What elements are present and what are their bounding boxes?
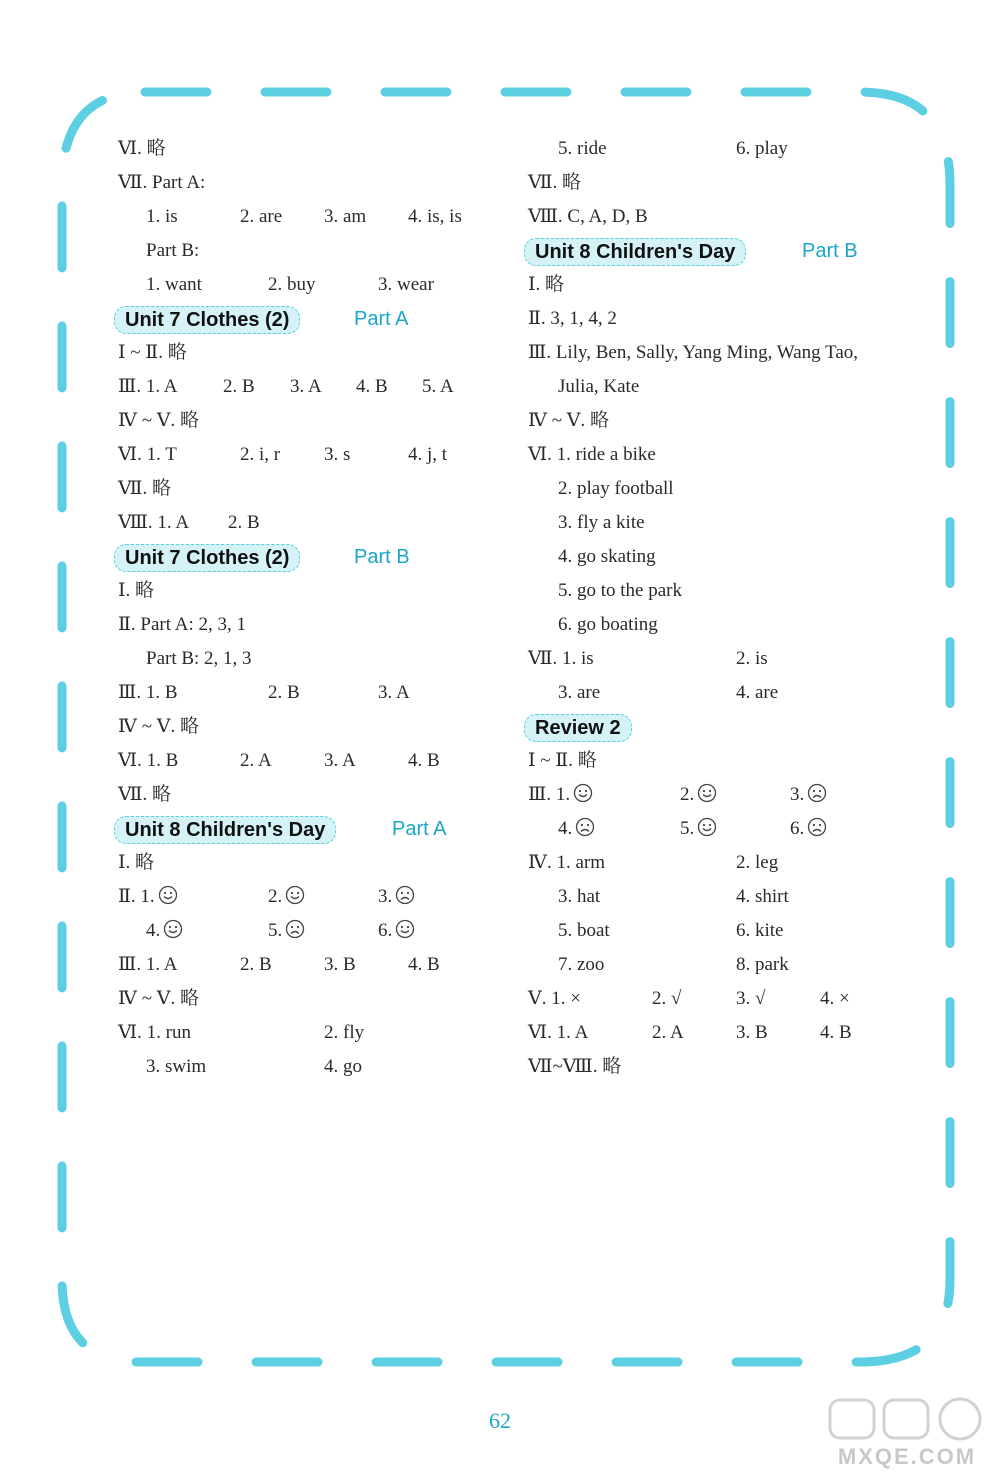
answer-text: Ⅵ. 1. run	[118, 1022, 191, 1043]
answer-item	[652, 1016, 684, 1050]
answer-item	[558, 608, 658, 642]
answer-line	[118, 234, 508, 268]
answer-item	[736, 948, 789, 982]
answer-text: Ⅶ. 略	[528, 172, 582, 193]
answer-line	[528, 676, 928, 710]
smiley-face-icon	[573, 781, 593, 815]
answer-text: 2. A	[240, 750, 272, 771]
answer-text: 6. play	[736, 138, 788, 159]
answer-line	[118, 846, 508, 880]
answer-text: 6. go boating	[558, 614, 658, 635]
answer-item	[528, 268, 564, 302]
answer-text: 3. fly a kite	[558, 512, 645, 533]
answer-item	[736, 846, 778, 880]
right-column	[528, 132, 928, 1084]
answer-text: 4. ×	[820, 988, 850, 1009]
answer-item	[118, 404, 199, 438]
answer-line	[118, 880, 508, 914]
answer-line	[528, 812, 928, 846]
answer-item	[378, 268, 434, 302]
answer-line	[118, 778, 508, 812]
answer-item	[118, 846, 154, 880]
answer-item	[558, 812, 595, 849]
part-label: Part B	[802, 240, 858, 262]
answer-line	[528, 370, 928, 404]
smiley-face-icon	[158, 883, 178, 917]
answer-text: 4. is, is	[408, 206, 462, 227]
answer-text: 4. j, t	[408, 444, 448, 465]
answer-text: 4. B	[408, 750, 440, 771]
answer-item	[652, 982, 681, 1016]
answer-text: Part B:	[146, 240, 200, 261]
answer-item	[528, 778, 593, 815]
answer-text: 7. zoo	[558, 954, 605, 975]
answer-text: Ⅶ. Part A:	[118, 172, 206, 193]
answer-item	[324, 1016, 364, 1050]
answer-item	[408, 438, 447, 472]
answer-item	[736, 982, 765, 1016]
answer-text: Ⅳ. 1. arm	[528, 852, 606, 873]
answer-text: 3. B	[736, 1022, 768, 1043]
answer-line	[528, 846, 928, 880]
answer-item	[408, 200, 462, 234]
section-heading	[118, 812, 508, 846]
answer-text: 4. B	[820, 1022, 852, 1043]
answer-text: 3. A	[324, 750, 356, 771]
answer-text: 4. B	[356, 376, 388, 397]
answer-line	[528, 472, 928, 506]
answer-item	[118, 438, 177, 472]
answer-item	[118, 880, 178, 917]
answer-text: Ⅵ. 1. T	[118, 444, 177, 465]
answer-text: Ⅰ. 略	[118, 852, 155, 873]
left-column	[118, 132, 508, 1084]
answer-line	[118, 710, 508, 744]
answer-item	[558, 914, 610, 948]
answer-item	[736, 676, 778, 710]
answer-text: Ⅲ. Lily, Ben, Sally, Yang Ming, Wang Tao,	[528, 342, 859, 363]
answer-text: 2.	[268, 886, 283, 907]
answer-item	[736, 642, 768, 676]
section-heading	[528, 234, 928, 268]
answer-text: Ⅶ. 略	[118, 478, 172, 499]
answer-item	[558, 948, 604, 982]
answer-text: 3. A	[290, 376, 322, 397]
answer-line	[528, 302, 928, 336]
answer-text: Ⅴ. 1. ×	[528, 988, 581, 1009]
answer-text: 5. A	[422, 376, 454, 397]
answer-line	[118, 1050, 508, 1084]
answer-item	[558, 506, 645, 540]
answer-item	[736, 914, 784, 948]
answer-item	[736, 880, 789, 914]
answer-item	[558, 676, 600, 710]
answer-item	[118, 744, 178, 778]
answer-item	[680, 812, 717, 849]
answer-line	[118, 574, 508, 608]
answer-text: Ⅷ. 1. A	[118, 512, 190, 533]
answer-line	[528, 200, 928, 234]
answer-item	[408, 948, 440, 982]
answer-item	[820, 1016, 852, 1050]
answer-line	[528, 336, 928, 370]
answer-item	[240, 438, 280, 472]
answer-text: 2. B	[268, 682, 300, 703]
answer-line	[528, 608, 928, 642]
smiley-face-icon	[285, 883, 305, 917]
answer-item	[528, 302, 617, 336]
answer-item	[290, 370, 322, 404]
answer-text: 2. play football	[558, 478, 674, 499]
answer-item	[324, 438, 350, 472]
answer-line	[528, 404, 928, 438]
answer-text: 3. are	[558, 682, 601, 703]
answer-item	[146, 234, 199, 268]
answer-line	[118, 1016, 508, 1050]
answer-text: 2.	[680, 784, 695, 805]
answer-line	[528, 132, 928, 166]
answer-item	[528, 744, 597, 778]
answer-item	[118, 506, 189, 540]
answer-text: Ⅲ. 1. B	[118, 682, 178, 703]
answer-text: Ⅲ. 1.	[528, 784, 571, 805]
answer-item	[378, 914, 415, 951]
page-number: 62	[489, 1408, 511, 1433]
answer-item	[680, 778, 717, 815]
sad-face-icon	[807, 815, 827, 849]
answer-text: 3. wear	[378, 274, 434, 295]
answer-item	[118, 472, 171, 506]
answer-text: Ⅶ. 1. is	[528, 648, 594, 669]
answer-item	[240, 200, 282, 234]
answer-item	[146, 642, 252, 676]
answer-item	[146, 200, 178, 234]
answer-line	[118, 642, 508, 676]
answer-item	[118, 982, 199, 1016]
answer-line	[118, 370, 508, 404]
smiley-face-icon	[163, 917, 183, 951]
answer-item	[378, 676, 410, 710]
answer-item	[223, 370, 255, 404]
answer-line	[528, 506, 928, 540]
unit-title-badge: Unit 8 Children's Day	[114, 816, 336, 844]
answer-text: Ⅵ. 1. ride a bike	[528, 444, 656, 465]
answer-text: 3. hat	[558, 886, 601, 907]
answer-item	[146, 1050, 206, 1084]
answer-text: 2. fly	[324, 1022, 365, 1043]
answer-text: 2. is	[736, 648, 768, 669]
answer-line	[528, 880, 928, 914]
answer-line	[118, 506, 508, 540]
answer-item	[324, 1050, 362, 1084]
answer-line	[118, 268, 508, 302]
answer-item	[378, 880, 415, 917]
answer-text: Ⅶ~Ⅷ. 略	[528, 1056, 622, 1077]
unit-title-badge: Review 2	[524, 714, 632, 742]
answer-item	[528, 166, 581, 200]
answer-text: 2. i, r	[240, 444, 281, 465]
answer-text: 3.	[790, 784, 805, 805]
answer-line	[118, 166, 508, 200]
answer-text: 1. want	[146, 274, 202, 295]
answer-item	[528, 642, 594, 676]
sad-face-icon	[807, 781, 827, 815]
answer-text: Ⅰ ~ Ⅱ. 略	[118, 342, 187, 363]
answer-line	[118, 336, 508, 370]
answer-item	[528, 404, 609, 438]
answer-line	[528, 540, 928, 574]
answer-line	[528, 914, 928, 948]
answer-text: Ⅶ. 略	[118, 784, 172, 805]
answer-text: 4.	[146, 920, 161, 941]
answer-text: 6.	[378, 920, 393, 941]
answer-line	[528, 438, 928, 472]
answer-line	[118, 404, 508, 438]
answer-text: 5. boat	[558, 920, 610, 941]
answer-line	[528, 1016, 928, 1050]
answer-text: 3.	[378, 886, 393, 907]
answer-item	[146, 268, 202, 302]
answer-text: 2. B	[240, 954, 272, 975]
answer-item	[736, 1016, 768, 1050]
unit-title-badge: Unit 8 Children's Day	[524, 238, 746, 266]
answer-text: 3. B	[324, 954, 356, 975]
answer-item	[228, 506, 260, 540]
answer-item	[118, 574, 154, 608]
answer-item	[118, 1016, 191, 1050]
answer-item	[422, 370, 454, 404]
answer-text: 6. kite	[736, 920, 784, 941]
answer-line	[528, 948, 928, 982]
answer-text: 3. swim	[146, 1056, 207, 1077]
answer-item	[528, 438, 656, 472]
answer-text: 2. are	[240, 206, 283, 227]
answer-line	[118, 608, 508, 642]
answer-text: Ⅳ ~ Ⅴ. 略	[528, 410, 609, 431]
answer-item	[408, 744, 440, 778]
answer-line	[118, 982, 508, 1016]
answer-item	[118, 710, 199, 744]
answer-text: Ⅰ ~ Ⅱ. 略	[528, 750, 597, 771]
answer-line	[528, 166, 928, 200]
answer-text: 4. are	[736, 682, 779, 703]
answer-text: 8. park	[736, 954, 789, 975]
answer-line	[118, 472, 508, 506]
answer-item	[558, 574, 682, 608]
answer-item	[528, 336, 858, 370]
answer-text: Ⅷ. C, A, D, B	[528, 206, 648, 227]
answer-item	[820, 982, 850, 1016]
answer-text: Ⅰ. 略	[118, 580, 155, 601]
answer-item	[118, 948, 178, 982]
answer-text: 5. ride	[558, 138, 607, 159]
answer-item	[146, 914, 183, 951]
answer-item	[268, 880, 305, 917]
unit-title-badge: Unit 7 Clothes (2)	[114, 306, 300, 334]
answer-text: 3. A	[378, 682, 410, 703]
smiley-face-icon	[697, 815, 717, 849]
part-label: Part A	[392, 818, 447, 840]
answer-item	[118, 778, 171, 812]
answer-item	[790, 812, 827, 849]
answer-line	[118, 676, 508, 710]
answer-item	[118, 608, 246, 642]
answer-item	[118, 166, 205, 200]
answer-text: 3. s	[324, 444, 351, 465]
answer-text: 4. go	[324, 1056, 362, 1077]
answer-text: 2. leg	[736, 852, 779, 873]
answer-text: 2. buy	[268, 274, 316, 295]
answer-item	[118, 132, 166, 166]
answer-item	[268, 676, 300, 710]
answer-item	[118, 336, 187, 370]
answer-text: 2. B	[228, 512, 260, 533]
section-heading	[528, 710, 928, 744]
answer-item	[528, 846, 605, 880]
sad-face-icon	[285, 917, 305, 951]
answer-text: 6.	[790, 818, 805, 839]
answer-item	[558, 370, 639, 404]
answer-line	[118, 744, 508, 778]
smiley-face-icon	[697, 781, 717, 815]
answer-line	[118, 438, 508, 472]
answer-item	[558, 132, 607, 166]
answer-text: 3. am	[324, 206, 367, 227]
answer-text: Part B: 2, 1, 3	[146, 648, 252, 669]
answer-text: 3. √	[736, 988, 766, 1009]
sad-face-icon	[395, 883, 415, 917]
answer-item	[118, 676, 178, 710]
answer-text: 4.	[558, 818, 573, 839]
section-heading	[118, 302, 508, 336]
watermark-logo	[822, 1392, 992, 1472]
answer-line	[528, 1050, 928, 1084]
answer-line	[528, 982, 928, 1016]
answer-text: 4. B	[408, 954, 440, 975]
answer-text: Ⅱ. 1.	[118, 886, 155, 907]
answer-item	[528, 200, 648, 234]
answer-line	[528, 778, 928, 812]
sad-face-icon	[575, 815, 595, 849]
answer-item	[528, 1016, 588, 1050]
answer-item	[268, 268, 316, 302]
answer-text: Ⅰ. 略	[528, 274, 565, 295]
answer-item	[558, 540, 656, 574]
answer-text: 5.	[268, 920, 283, 941]
part-label: Part B	[354, 546, 410, 568]
answer-line	[528, 268, 928, 302]
answer-text: 4. shirt	[736, 886, 789, 907]
answer-text: Ⅳ ~ Ⅴ. 略	[118, 716, 199, 737]
answer-item	[736, 132, 788, 166]
answer-item	[324, 948, 356, 982]
answer-item	[240, 948, 272, 982]
answer-item	[268, 914, 305, 951]
answer-text: 1. is	[146, 206, 178, 227]
answer-text: Ⅳ ~ Ⅴ. 略	[118, 410, 199, 431]
answer-item	[528, 1050, 621, 1084]
answer-line	[118, 914, 508, 948]
answer-line	[528, 642, 928, 676]
answer-item	[558, 472, 674, 506]
answer-text: Ⅳ ~ Ⅴ. 略	[118, 988, 199, 1009]
part-label: Part A	[354, 308, 409, 330]
answer-text: Ⅵ. 略	[118, 138, 166, 159]
answer-item	[118, 370, 178, 404]
answer-item	[558, 880, 600, 914]
answer-line	[528, 744, 928, 778]
answer-text: 2. A	[652, 1022, 684, 1043]
answer-text: Ⅵ. 1. A	[528, 1022, 589, 1043]
answer-text: Ⅵ. 1. B	[118, 750, 179, 771]
answer-text: 5.	[680, 818, 695, 839]
answer-item	[528, 982, 581, 1016]
answer-line	[118, 948, 508, 982]
answer-text: 2. B	[223, 376, 255, 397]
answer-line	[118, 132, 508, 166]
answer-item	[356, 370, 388, 404]
answer-text: 5. go to the park	[558, 580, 683, 601]
answer-item	[324, 200, 366, 234]
unit-title-badge: Unit 7 Clothes (2)	[114, 544, 300, 572]
section-heading	[118, 540, 508, 574]
answer-item	[790, 778, 827, 815]
answer-text: Ⅲ. 1. A	[118, 954, 178, 975]
answer-text: Julia, Kate	[558, 376, 640, 397]
answer-text: 2. √	[652, 988, 682, 1009]
answer-item	[324, 744, 356, 778]
answer-text: Ⅱ. 3, 1, 4, 2	[528, 308, 617, 329]
answer-item	[240, 744, 272, 778]
smiley-face-icon	[395, 917, 415, 951]
watermark-url: MXQE.COM	[837, 1444, 977, 1469]
answer-text: Ⅱ. Part A: 2, 3, 1	[118, 614, 246, 635]
answer-text: 4. go skating	[558, 546, 656, 567]
answer-line	[528, 574, 928, 608]
answer-text: Ⅲ. 1. A	[118, 376, 178, 397]
answer-line	[118, 200, 508, 234]
